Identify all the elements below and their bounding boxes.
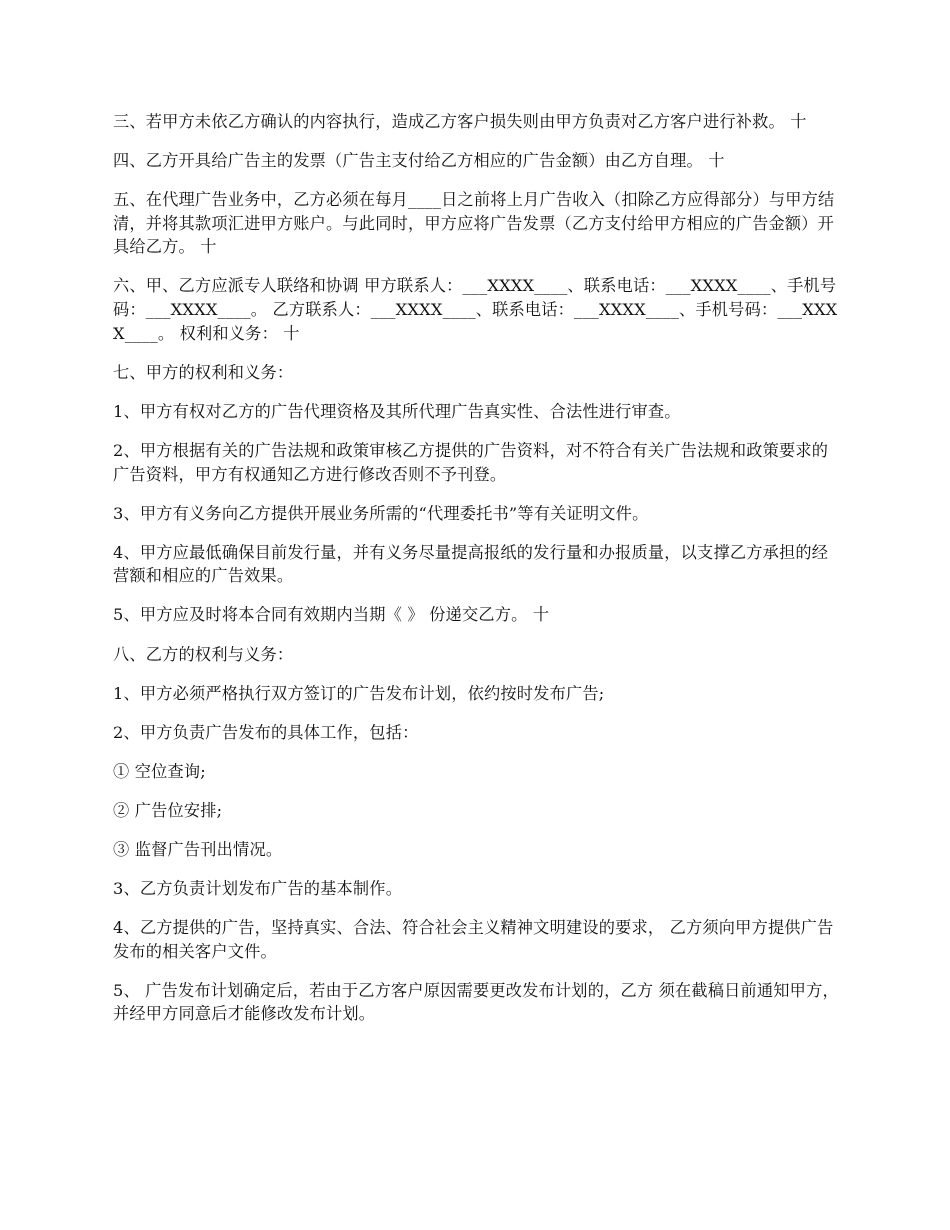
section-7-item-3: 3、甲方有义务向乙方提供开展业务所需的“代理委托书”等有关证明文件。: [113, 503, 649, 523]
section-8-subitem-3: ③ 监督广告刊出情况。: [113, 839, 283, 859]
section-8-heading: 八、乙方的权利与义务：: [113, 644, 294, 664]
clause-3-remedy: 三、若甲方未依乙方确认的内容执行，造成乙方客户损失则由甲方负责对乙方客户进行补救。 十: [113, 112, 807, 131]
clause-4-invoice: 四、乙方开具给广告主的发票（广告主支付给乙方相应的广告金额）由乙方自理。 十: [113, 151, 725, 171]
section-7-item-2: 2、甲方根据有关的广告法规和政策审核乙方提供的广告资料，对不符合有关广告法规和政策要求的广告资料，甲方有权通知乙方进行修改否则不予刊登。: [113, 440, 829, 484]
section-8-item-4: 4、乙方提供的广告，坚持真实、合法、符合社会主义精神文明建设的要求， 乙方须向甲方提供广告发布的相关客户文件。: [113, 918, 834, 961]
clause-6-contacts: 六、甲、乙方应派专人联络和协调 甲方联系人：___XXXX____、联系电话：___XXXX____、手机号码：___XXXX____。 乙方联系人：___XXXX____、联系电话：___XXXX____、手机号码：___XXXX____。 权利和义务： 十: [113, 276, 838, 343]
document-body: [113, 110, 843, 1042]
section-8-item-5: 5、 广告发布计划确定后，若由于乙方客户原因需要更改发布计划的，乙方 须在截稿日前通知甲方，并经甲方同意后才能修改发布计划。: [113, 980, 839, 1024]
section-8-item-1: 1、甲方必须严格执行双方签订的广告发布计划，依约按时发布广告;: [113, 683, 605, 703]
section-7-item-4: 4、甲方应最低确保目前发行量，并有义务尽量提高报纸的发行量和办报质量，以支撑乙方承担的经营额和相应的广告效果。: [113, 542, 829, 586]
section-7-heading: 七、甲方的权利和义务：: [113, 362, 294, 382]
section-8-item-2: 2、甲方负责广告发布的具体工作，包括：: [113, 722, 419, 742]
section-7-item-1: 1、甲方有权对乙方的广告代理资格及其所代理广告真实性、合法性进行审查。: [113, 401, 681, 421]
section-8-subitem-2: ② 广告位安排;: [113, 800, 223, 820]
section-8-item-3: 3、乙方负责计划发布广告的基本制作。: [113, 879, 403, 899]
section-8-subitem-1: ① 空位查询;: [113, 761, 206, 781]
clause-5-settlement: 五、在代理广告业务中，乙方必须在每月____日之前将上月广告收入（扣除乙方应得部分）与甲方结清，并将其款项汇进甲方账户。与此同时，甲方应将广告发票（乙方支付给甲方相应的广告金额）开具给乙方。 十: [113, 190, 835, 257]
section-7-item-5: 5、甲方应及时将本合同有效期内当期《 》 份递交乙方。 十: [113, 605, 550, 625]
